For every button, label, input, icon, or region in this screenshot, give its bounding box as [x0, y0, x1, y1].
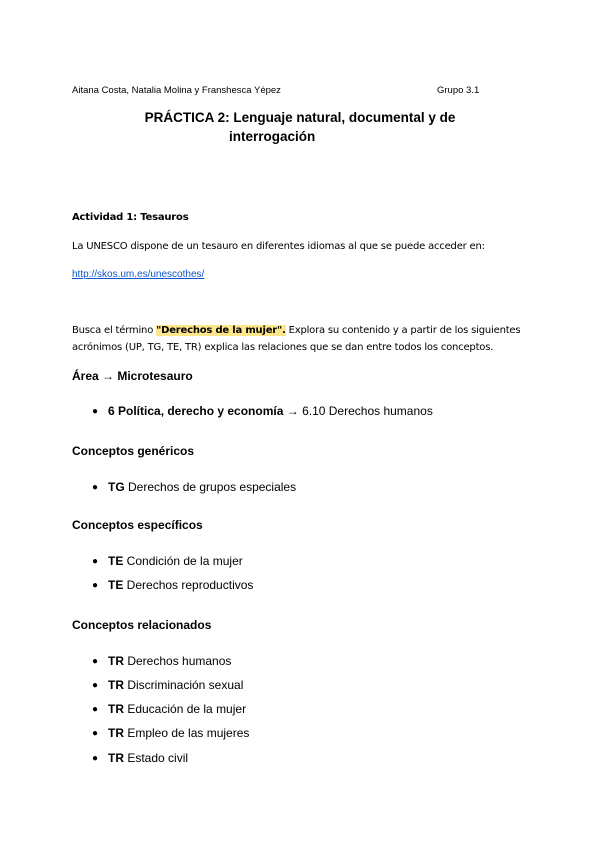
list-item: [108, 751, 188, 765]
generic-heading: Conceptos genéricos: [72, 444, 195, 458]
page-title-line2: interrogación: [229, 129, 316, 144]
area-heading: Área → Microtesauro: [72, 369, 193, 383]
area-item-rest: → 6.10 Derechos humanos: [283, 404, 433, 418]
item-text: Derechos reproductivos: [123, 578, 254, 592]
bullet-icon: ●: [92, 680, 99, 691]
list-item: [108, 654, 231, 668]
item-text: Derechos humanos: [124, 654, 232, 668]
page-title: PRÁCTICA 2: Lenguaje natural, documental y de: [144, 110, 456, 125]
tag-label: TE: [108, 554, 124, 568]
list-item: [108, 702, 246, 716]
highlighted-term: "Derechos de la mujer".: [156, 325, 286, 336]
tag-label: TE: [108, 578, 124, 592]
instruction-after: Explora su contenido y a partir de los siguientes: [285, 325, 521, 336]
item-text: Empleo de las mujeres: [124, 726, 250, 740]
bullet-icon: ●: [92, 728, 99, 739]
bullet-icon: ●: [92, 704, 99, 715]
authors: Aitana Costa, Natalia Molina y Franshesca Yépez: [72, 85, 281, 96]
tag-label: TG: [108, 480, 125, 494]
list-item: [108, 678, 243, 692]
area-item: [108, 404, 433, 418]
instruction-line2: acrónimos (UP, TG, TE, TR) explica las relaciones que se dan entre todos los conceptos.: [72, 342, 494, 353]
item-text: Discriminación sexual: [124, 678, 244, 692]
bullet-icon: ●: [92, 482, 99, 493]
instruction-before: Busca el término: [72, 325, 157, 336]
item-text: Educación de la mujer: [124, 702, 247, 716]
group-label: Grupo 3.1: [437, 85, 480, 96]
tag-label: TR: [108, 678, 124, 692]
bullet-icon: ●: [92, 656, 99, 667]
tag-label: TR: [108, 751, 124, 765]
list-item: [108, 726, 249, 740]
unesco-thesaurus-link[interactable]: http://skos.um.es/unescothes/: [72, 269, 205, 280]
activity-intro: La UNESCO dispone de un tesauro en diferentes idiomas al que se puede acceder en:: [72, 241, 485, 252]
tag-label: TR: [108, 654, 124, 668]
bullet-icon: ●: [92, 406, 99, 417]
specific-heading: Conceptos específicos: [72, 518, 203, 532]
related-heading: Conceptos relacionados: [72, 618, 212, 632]
list-item: [108, 554, 243, 568]
tag-label: TR: [108, 726, 124, 740]
item-text: Derechos de grupos especiales: [124, 480, 297, 494]
activity-heading: Actividad 1: Tesauros: [72, 212, 189, 223]
item-text: Estado civil: [124, 751, 189, 765]
area-item-bold: 6 Política, derecho y economía: [108, 404, 284, 418]
list-item: [108, 480, 296, 494]
bullet-icon: ●: [92, 753, 99, 764]
bullet-icon: ●: [92, 580, 99, 591]
tag-label: TR: [108, 702, 124, 716]
bullet-icon: ●: [92, 556, 99, 567]
list-item: [108, 578, 253, 592]
item-text: Condición de la mujer: [123, 554, 243, 568]
instruction-line1: [72, 325, 520, 336]
